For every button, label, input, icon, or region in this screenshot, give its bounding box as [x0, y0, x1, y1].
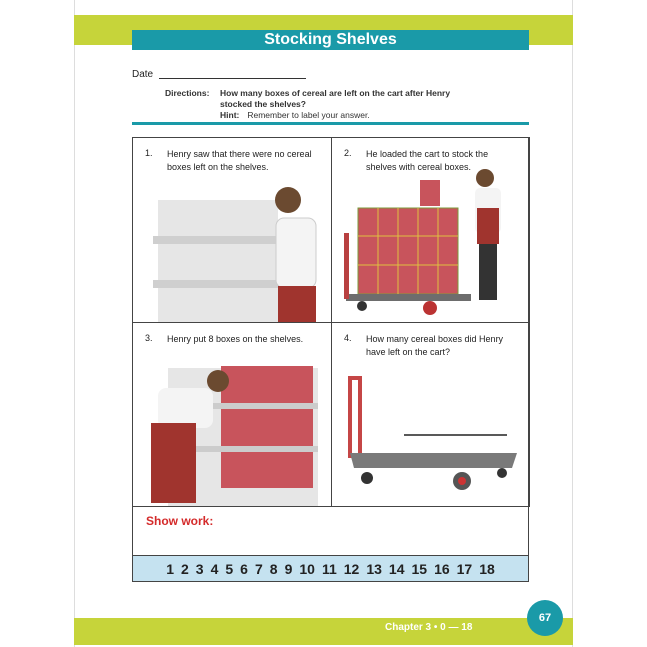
number-line-item: 11: [321, 560, 337, 577]
hint-text: Remember to label your answer.: [247, 110, 370, 120]
number-line-item: 5: [225, 560, 234, 577]
number-line-item: 9: [284, 560, 293, 577]
footer-band: [74, 618, 573, 645]
hint: [220, 110, 370, 120]
number-line-item: 18: [479, 560, 495, 577]
panel-number: 2.: [344, 148, 352, 158]
number-line-item: 3: [195, 560, 204, 577]
panel-number: 3.: [145, 333, 153, 343]
number-line-item: 7: [254, 560, 263, 577]
date-line: [159, 78, 306, 79]
number-line-item: 8: [269, 560, 278, 577]
number-line-item: 15: [411, 560, 428, 577]
number-line-item: 4: [210, 560, 219, 577]
hint-label: Hint:: [220, 110, 240, 120]
number-line-item: 17: [456, 560, 473, 577]
panel-1: [132, 137, 332, 323]
number-line-item: 2: [180, 560, 189, 577]
stocking-shelves-illustration: [133, 323, 332, 507]
number-line-item: 14: [388, 560, 405, 577]
number-line-item: 12: [343, 560, 360, 577]
panel-2: [331, 137, 530, 323]
directions-label: Directions:: [165, 88, 210, 98]
loaded-cart-illustration: [332, 138, 530, 323]
panel-3: [132, 322, 332, 507]
empty-cart-illustration: [332, 323, 530, 507]
panel-4: [331, 322, 530, 507]
number-line-item: 10: [299, 560, 315, 577]
number-line-item: 16: [434, 560, 450, 577]
divider: [132, 122, 529, 125]
panel-text: Henry saw that there were no cereal boxes left on the shelves.: [167, 149, 312, 172]
number-line-item: 1: [166, 560, 174, 577]
number-line-item: 13: [366, 560, 382, 577]
page-title: Stocking Shelves: [132, 30, 529, 50]
panel-text: Henry put 8 boxes on the shelves.: [167, 334, 304, 344]
date-label: Date: [132, 69, 154, 80]
directions-text: How many boxes of cereal are left on the cart after Henry stocked the shelves?: [220, 88, 451, 109]
page-number-badge: 67: [527, 600, 563, 636]
empty-shelves-illustration: [133, 138, 332, 323]
panel-text: How many cereal boxes did Henry have left on the cart?: [366, 334, 504, 357]
number-line: [132, 555, 529, 582]
panel-text: He loaded the cart to stock the shelves with cereal boxes.: [366, 149, 489, 172]
chapter-label: Chapter 3 • 0 — 18: [385, 622, 473, 633]
panel-number: 4.: [344, 333, 352, 343]
show-work-label: Show work:: [146, 514, 214, 528]
number-line-item: 6: [240, 560, 248, 577]
panel-number: 1.: [145, 148, 153, 158]
